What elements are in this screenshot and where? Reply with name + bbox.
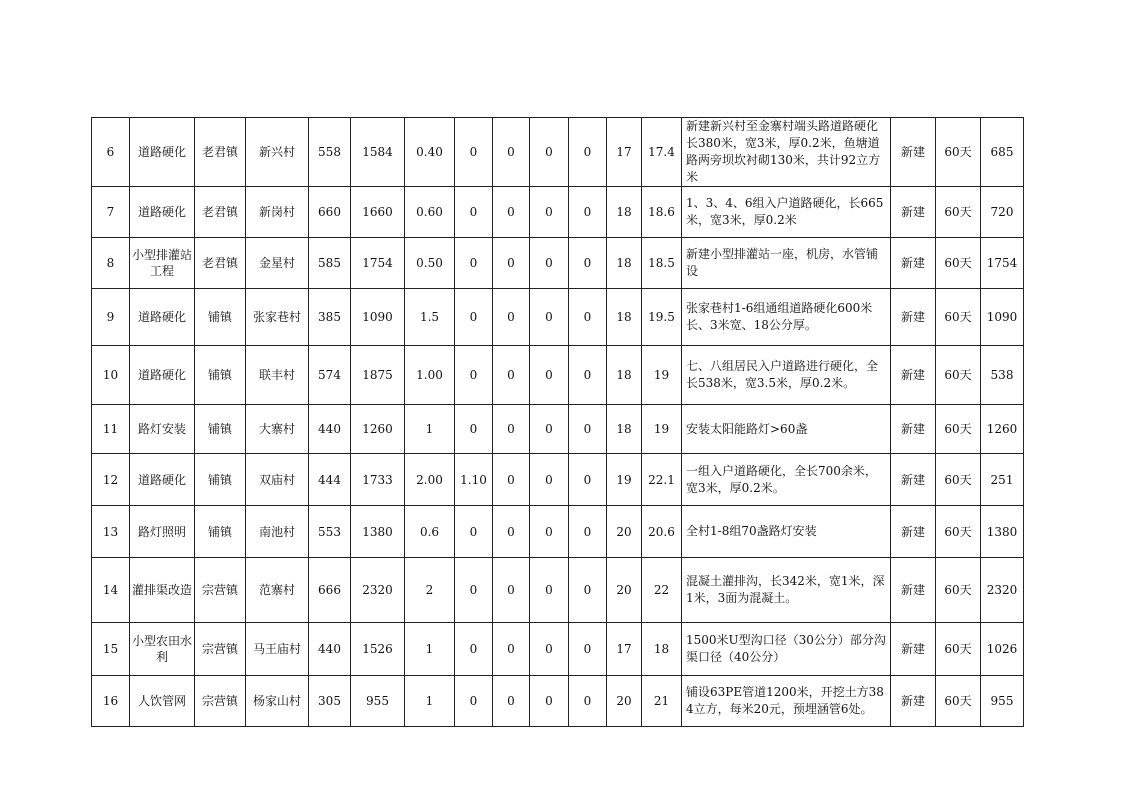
- construction-nature: 新建: [891, 506, 936, 558]
- town-name: 老君镇: [195, 118, 246, 187]
- village-name: 马王庙村: [246, 623, 309, 676]
- fund-value-3: 0: [493, 289, 530, 346]
- fund-total: 20.6: [642, 506, 682, 558]
- households-count: 666: [309, 558, 351, 623]
- fund-value-2: 0: [455, 676, 493, 727]
- population-count: 1090: [351, 289, 405, 346]
- row-number: 7: [92, 187, 130, 238]
- fund-value-5: 0: [569, 187, 607, 238]
- fund-value-2: 0: [455, 506, 493, 558]
- construction-nature: 新建: [891, 346, 936, 405]
- households-count: 553: [309, 506, 351, 558]
- table-row: [92, 676, 1024, 727]
- fund-value-2: 1.10: [455, 454, 493, 506]
- project-table: [91, 117, 1024, 727]
- fund-value-3: 0: [493, 405, 530, 454]
- beneficiary-amount: 685: [981, 118, 1024, 187]
- fund-value-4: 0: [530, 346, 569, 405]
- village-name: 大寨村: [246, 405, 309, 454]
- fund-value-3: 0: [493, 454, 530, 506]
- population-count: 2320: [351, 558, 405, 623]
- project-description: 铺设63PE管道1200米，开挖土方384立方，每米20元，预埋涵管6处。: [682, 676, 891, 727]
- fund-value-1: 1: [405, 676, 455, 727]
- village-name: 南池村: [246, 506, 309, 558]
- construction-period: 60天: [936, 187, 981, 238]
- construction-period: 60天: [936, 623, 981, 676]
- population-count: 1260: [351, 405, 405, 454]
- fund-value-6: 18: [607, 405, 642, 454]
- households-count: 385: [309, 289, 351, 346]
- town-name: 宗营镇: [195, 558, 246, 623]
- beneficiary-amount: 1754: [981, 238, 1024, 289]
- town-name: 老君镇: [195, 187, 246, 238]
- construction-period: 60天: [936, 454, 981, 506]
- beneficiary-amount: 955: [981, 676, 1024, 727]
- project-description: 新建新兴村至金寨村端头路道路硬化长380米，宽3米，厚0.2米，鱼塘道路两旁坝坎衬砌130米，共计92立方米: [682, 118, 891, 187]
- fund-value-3: 0: [493, 238, 530, 289]
- village-name: 联丰村: [246, 346, 309, 405]
- fund-value-6: 17: [607, 118, 642, 187]
- population-count: 1380: [351, 506, 405, 558]
- row-number: 6: [92, 118, 130, 187]
- project-type: 灌排渠改造: [130, 558, 195, 623]
- project-description: 1500米U型沟口径（30公分）部分沟渠口径（40公分）: [682, 623, 891, 676]
- fund-value-6: 18: [607, 187, 642, 238]
- fund-value-1: 0.60: [405, 187, 455, 238]
- project-description: 全村1-8组70盏路灯安装: [682, 506, 891, 558]
- population-count: 955: [351, 676, 405, 727]
- fund-value-1: 2.00: [405, 454, 455, 506]
- table-row: [92, 346, 1024, 405]
- table-row: [92, 289, 1024, 346]
- row-number: 12: [92, 454, 130, 506]
- fund-total: 22.1: [642, 454, 682, 506]
- table-body: [92, 118, 1024, 727]
- households-count: 440: [309, 405, 351, 454]
- construction-nature: 新建: [891, 623, 936, 676]
- fund-value-6: 20: [607, 558, 642, 623]
- project-type: 道路硬化: [130, 454, 195, 506]
- village-name: 双庙村: [246, 454, 309, 506]
- fund-value-6: 17: [607, 623, 642, 676]
- beneficiary-amount: 1026: [981, 623, 1024, 676]
- construction-period: 60天: [936, 405, 981, 454]
- village-name: 张家巷村: [246, 289, 309, 346]
- construction-period: 60天: [936, 118, 981, 187]
- project-type: 路灯照明: [130, 506, 195, 558]
- town-name: 铺镇: [195, 454, 246, 506]
- fund-value-3: 0: [493, 187, 530, 238]
- town-name: 铺镇: [195, 405, 246, 454]
- fund-value-6: 18: [607, 289, 642, 346]
- fund-value-5: 0: [569, 623, 607, 676]
- fund-value-2: 0: [455, 118, 493, 187]
- fund-value-2: 0: [455, 623, 493, 676]
- fund-value-6: 18: [607, 346, 642, 405]
- fund-total: 18.5: [642, 238, 682, 289]
- fund-value-6: 20: [607, 506, 642, 558]
- construction-nature: 新建: [891, 405, 936, 454]
- project-type: 道路硬化: [130, 118, 195, 187]
- fund-value-5: 0: [569, 405, 607, 454]
- population-count: 1660: [351, 187, 405, 238]
- construction-nature: 新建: [891, 238, 936, 289]
- fund-total: 18: [642, 623, 682, 676]
- fund-value-5: 0: [569, 454, 607, 506]
- fund-value-5: 0: [569, 676, 607, 727]
- town-name: 老君镇: [195, 238, 246, 289]
- fund-total: 18.6: [642, 187, 682, 238]
- village-name: 新兴村: [246, 118, 309, 187]
- fund-value-4: 0: [530, 238, 569, 289]
- row-number: 14: [92, 558, 130, 623]
- project-description: 七、八组居民入户道路进行硬化，全长538米，宽3.5米，厚0.2米。: [682, 346, 891, 405]
- table-row: [92, 558, 1024, 623]
- construction-period: 60天: [936, 506, 981, 558]
- fund-value-2: 0: [455, 558, 493, 623]
- fund-value-4: 0: [530, 454, 569, 506]
- construction-nature: 新建: [891, 289, 936, 346]
- town-name: 宗营镇: [195, 623, 246, 676]
- fund-value-6: 19: [607, 454, 642, 506]
- table-row: [92, 506, 1024, 558]
- table-row: [92, 238, 1024, 289]
- construction-nature: 新建: [891, 187, 936, 238]
- fund-value-1: 0.40: [405, 118, 455, 187]
- village-name: 范寨村: [246, 558, 309, 623]
- village-name: 杨家山村: [246, 676, 309, 727]
- fund-value-4: 0: [530, 187, 569, 238]
- fund-total: 21: [642, 676, 682, 727]
- construction-period: 60天: [936, 558, 981, 623]
- project-description: 混凝土灌排沟，长342米，宽1米，深1米，3面为混凝土。: [682, 558, 891, 623]
- fund-value-1: 1: [405, 405, 455, 454]
- construction-period: 60天: [936, 346, 981, 405]
- fund-value-2: 0: [455, 187, 493, 238]
- fund-value-6: 18: [607, 238, 642, 289]
- town-name: 铺镇: [195, 289, 246, 346]
- town-name: 铺镇: [195, 346, 246, 405]
- table-row: [92, 454, 1024, 506]
- population-count: 1754: [351, 238, 405, 289]
- fund-value-1: 1.00: [405, 346, 455, 405]
- beneficiary-amount: 538: [981, 346, 1024, 405]
- households-count: 585: [309, 238, 351, 289]
- project-description: 安装太阳能路灯>60盏: [682, 405, 891, 454]
- project-type: 路灯安装: [130, 405, 195, 454]
- project-description: 1、3、4、6组入户道路硬化，长665米，宽3米，厚0.2米: [682, 187, 891, 238]
- population-count: 1733: [351, 454, 405, 506]
- beneficiary-amount: 2320: [981, 558, 1024, 623]
- fund-total: 19.5: [642, 289, 682, 346]
- fund-value-1: 0.6: [405, 506, 455, 558]
- fund-value-5: 0: [569, 289, 607, 346]
- fund-value-4: 0: [530, 676, 569, 727]
- town-name: 宗营镇: [195, 676, 246, 727]
- row-number: 8: [92, 238, 130, 289]
- beneficiary-amount: 251: [981, 454, 1024, 506]
- fund-value-5: 0: [569, 558, 607, 623]
- population-count: 1584: [351, 118, 405, 187]
- construction-period: 60天: [936, 289, 981, 346]
- fund-value-4: 0: [530, 405, 569, 454]
- fund-value-3: 0: [493, 118, 530, 187]
- fund-total: 17.4: [642, 118, 682, 187]
- construction-nature: 新建: [891, 676, 936, 727]
- fund-value-6: 20: [607, 676, 642, 727]
- table-row: [92, 187, 1024, 238]
- fund-value-4: 0: [530, 118, 569, 187]
- construction-nature: 新建: [891, 454, 936, 506]
- fund-total: 22: [642, 558, 682, 623]
- fund-value-3: 0: [493, 506, 530, 558]
- population-count: 1875: [351, 346, 405, 405]
- construction-period: 60天: [936, 238, 981, 289]
- households-count: 660: [309, 187, 351, 238]
- beneficiary-amount: 1380: [981, 506, 1024, 558]
- table-row: [92, 405, 1024, 454]
- fund-value-4: 0: [530, 289, 569, 346]
- town-name: 铺镇: [195, 506, 246, 558]
- fund-value-2: 0: [455, 289, 493, 346]
- project-description: 新建小型排灌站一座，机房，水管铺设: [682, 238, 891, 289]
- beneficiary-amount: 720: [981, 187, 1024, 238]
- project-type: 人饮管网: [130, 676, 195, 727]
- row-number: 10: [92, 346, 130, 405]
- construction-nature: 新建: [891, 118, 936, 187]
- households-count: 440: [309, 623, 351, 676]
- fund-value-5: 0: [569, 238, 607, 289]
- project-description: 张家巷村1-6组通组道路硬化600米长、3米宽、18公分厚。: [682, 289, 891, 346]
- row-number: 16: [92, 676, 130, 727]
- construction-nature: 新建: [891, 558, 936, 623]
- fund-total: 19: [642, 405, 682, 454]
- fund-value-5: 0: [569, 506, 607, 558]
- project-type: 小型农田水利: [130, 623, 195, 676]
- fund-value-4: 0: [530, 558, 569, 623]
- population-count: 1526: [351, 623, 405, 676]
- row-number: 11: [92, 405, 130, 454]
- table-row: [92, 623, 1024, 676]
- fund-value-1: 0.50: [405, 238, 455, 289]
- households-count: 558: [309, 118, 351, 187]
- fund-value-5: 0: [569, 118, 607, 187]
- fund-value-4: 0: [530, 623, 569, 676]
- fund-value-3: 0: [493, 623, 530, 676]
- fund-value-3: 0: [493, 676, 530, 727]
- village-name: 金星村: [246, 238, 309, 289]
- fund-value-3: 0: [493, 346, 530, 405]
- village-name: 新岗村: [246, 187, 309, 238]
- fund-value-5: 0: [569, 346, 607, 405]
- row-number: 13: [92, 506, 130, 558]
- row-number: 15: [92, 623, 130, 676]
- fund-value-2: 0: [455, 238, 493, 289]
- project-type: 小型排灌站工程: [130, 238, 195, 289]
- fund-value-1: 2: [405, 558, 455, 623]
- project-description: 一组入户道路硬化，全长700余米，宽3米，厚0.2米。: [682, 454, 891, 506]
- fund-value-4: 0: [530, 506, 569, 558]
- fund-value-2: 0: [455, 405, 493, 454]
- households-count: 305: [309, 676, 351, 727]
- beneficiary-amount: 1260: [981, 405, 1024, 454]
- construction-period: 60天: [936, 676, 981, 727]
- project-type: 道路硬化: [130, 187, 195, 238]
- project-type: 道路硬化: [130, 346, 195, 405]
- row-number: 9: [92, 289, 130, 346]
- project-type: 道路硬化: [130, 289, 195, 346]
- households-count: 444: [309, 454, 351, 506]
- fund-value-2: 0: [455, 346, 493, 405]
- fund-total: 19: [642, 346, 682, 405]
- fund-value-1: 1.5: [405, 289, 455, 346]
- fund-value-1: 1: [405, 623, 455, 676]
- fund-value-3: 0: [493, 558, 530, 623]
- households-count: 574: [309, 346, 351, 405]
- table-row: [92, 118, 1024, 187]
- beneficiary-amount: 1090: [981, 289, 1024, 346]
